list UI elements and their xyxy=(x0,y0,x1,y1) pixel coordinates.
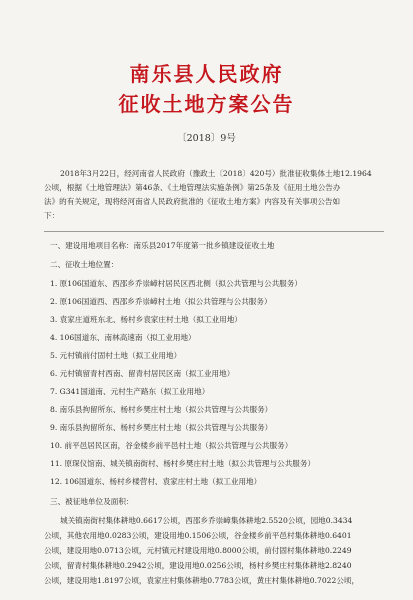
intro-line: 2018年3月22日，经河南省人民政府（豫政土〔2018〕420号）批准征收集体土地12.1964 xyxy=(60,169,372,178)
location-item: 4. 106国道东、南林高速南（拟工业用地） xyxy=(50,333,196,342)
body-line: 城关镇南街村集体耕地0.6617公顷，西邵乡乔崇嶂集体耕地2.5520公顷，园地0.3434 xyxy=(60,516,353,525)
document-number: 〔2018〕9号 xyxy=(177,133,236,144)
body-line: 公顷，留青村集体耕地0.2942公顷，建设用地0.0256公顷，杨村乡樊庄村集体耕地2.8240 xyxy=(44,561,352,570)
page-subtitle: 征收土地方案公告 xyxy=(118,92,295,116)
location-item: 1. 原106国道东、西邵乡乔崇嶂村居民区西北侧（拟公共管理与公共服务） xyxy=(50,279,302,288)
location-item: 2. 原106国道西、西邵乡乔崇嶂村土地（拟公共管理与公共服务） xyxy=(50,297,272,306)
location-item: 5. 元村镇前付固村土地（拟工业用地） xyxy=(50,351,182,360)
body-line: 公顷，其他农用地0.0283公顷，建设用地0.1506公顷，谷金楼乡前平邑村集体耕地0.6401 xyxy=(44,531,352,540)
section-heading: 一、建设用地项目名称：南乐县2017年度第一批乡镇建设征收土地 xyxy=(50,241,275,250)
location-item: 3. 袁家庄道班东北、杨村乡袁家庄村土地（拟工业用地） xyxy=(50,315,242,324)
section-heading: 三、被征地单位及面积： xyxy=(50,497,134,506)
intro-line: 法》的有关规定，现将经河南省人民政府批准的《征收土地方案》内容及有关事项公告如 xyxy=(44,197,341,206)
location-item: 12. 106国道东、杨村乡楼营村、袁家庄村土地（拟工业用地） xyxy=(50,477,262,486)
body-line: 公顷，建设用地0.0713公顷，元村镇元村建设用地0.8000公顷，前付固村集体耕地0.2249 xyxy=(44,546,352,555)
body-line: 公顷，建设用地1.8197公顷，袁家庄村集体耕地0.7783公顷，黄庄村集体耕地0.7022公顷， xyxy=(44,576,360,585)
location-item: 7. G341国道南、元村生产路东（拟工业用地） xyxy=(50,387,210,396)
divider xyxy=(44,231,384,232)
intro-line: 下： xyxy=(44,211,60,220)
location-item: 9. 南乐县拘留所东、杨村乡樊庄村土地（拟公共管理与公共服务） xyxy=(50,423,273,432)
location-item: 8. 南乐县拘留所东、杨村乡樊庄村土地（拟公共管理与公共服务） xyxy=(50,405,273,414)
location-item: 10. 前平邑居民区南，谷金楼乡前平邑村土地（拟公共管理与公共服务） xyxy=(50,441,293,450)
location-item: 11. 原琛仪馆南、城关镇南街村、杨村乡樊庄村土地（拟公共管理与公共服务） xyxy=(50,459,316,468)
location-item: 6. 元村镇留青村西南、留青村居民区南（拟工业用地） xyxy=(50,369,235,378)
page-title: 南乐县人民政府 xyxy=(129,62,284,86)
section-heading: 二、征收土地位置： xyxy=(50,260,119,269)
intro-line: 公顷，根据《土地管理法》第46条、《土地管理法实施条例》第25条及《征用土地公告办 xyxy=(44,183,341,192)
